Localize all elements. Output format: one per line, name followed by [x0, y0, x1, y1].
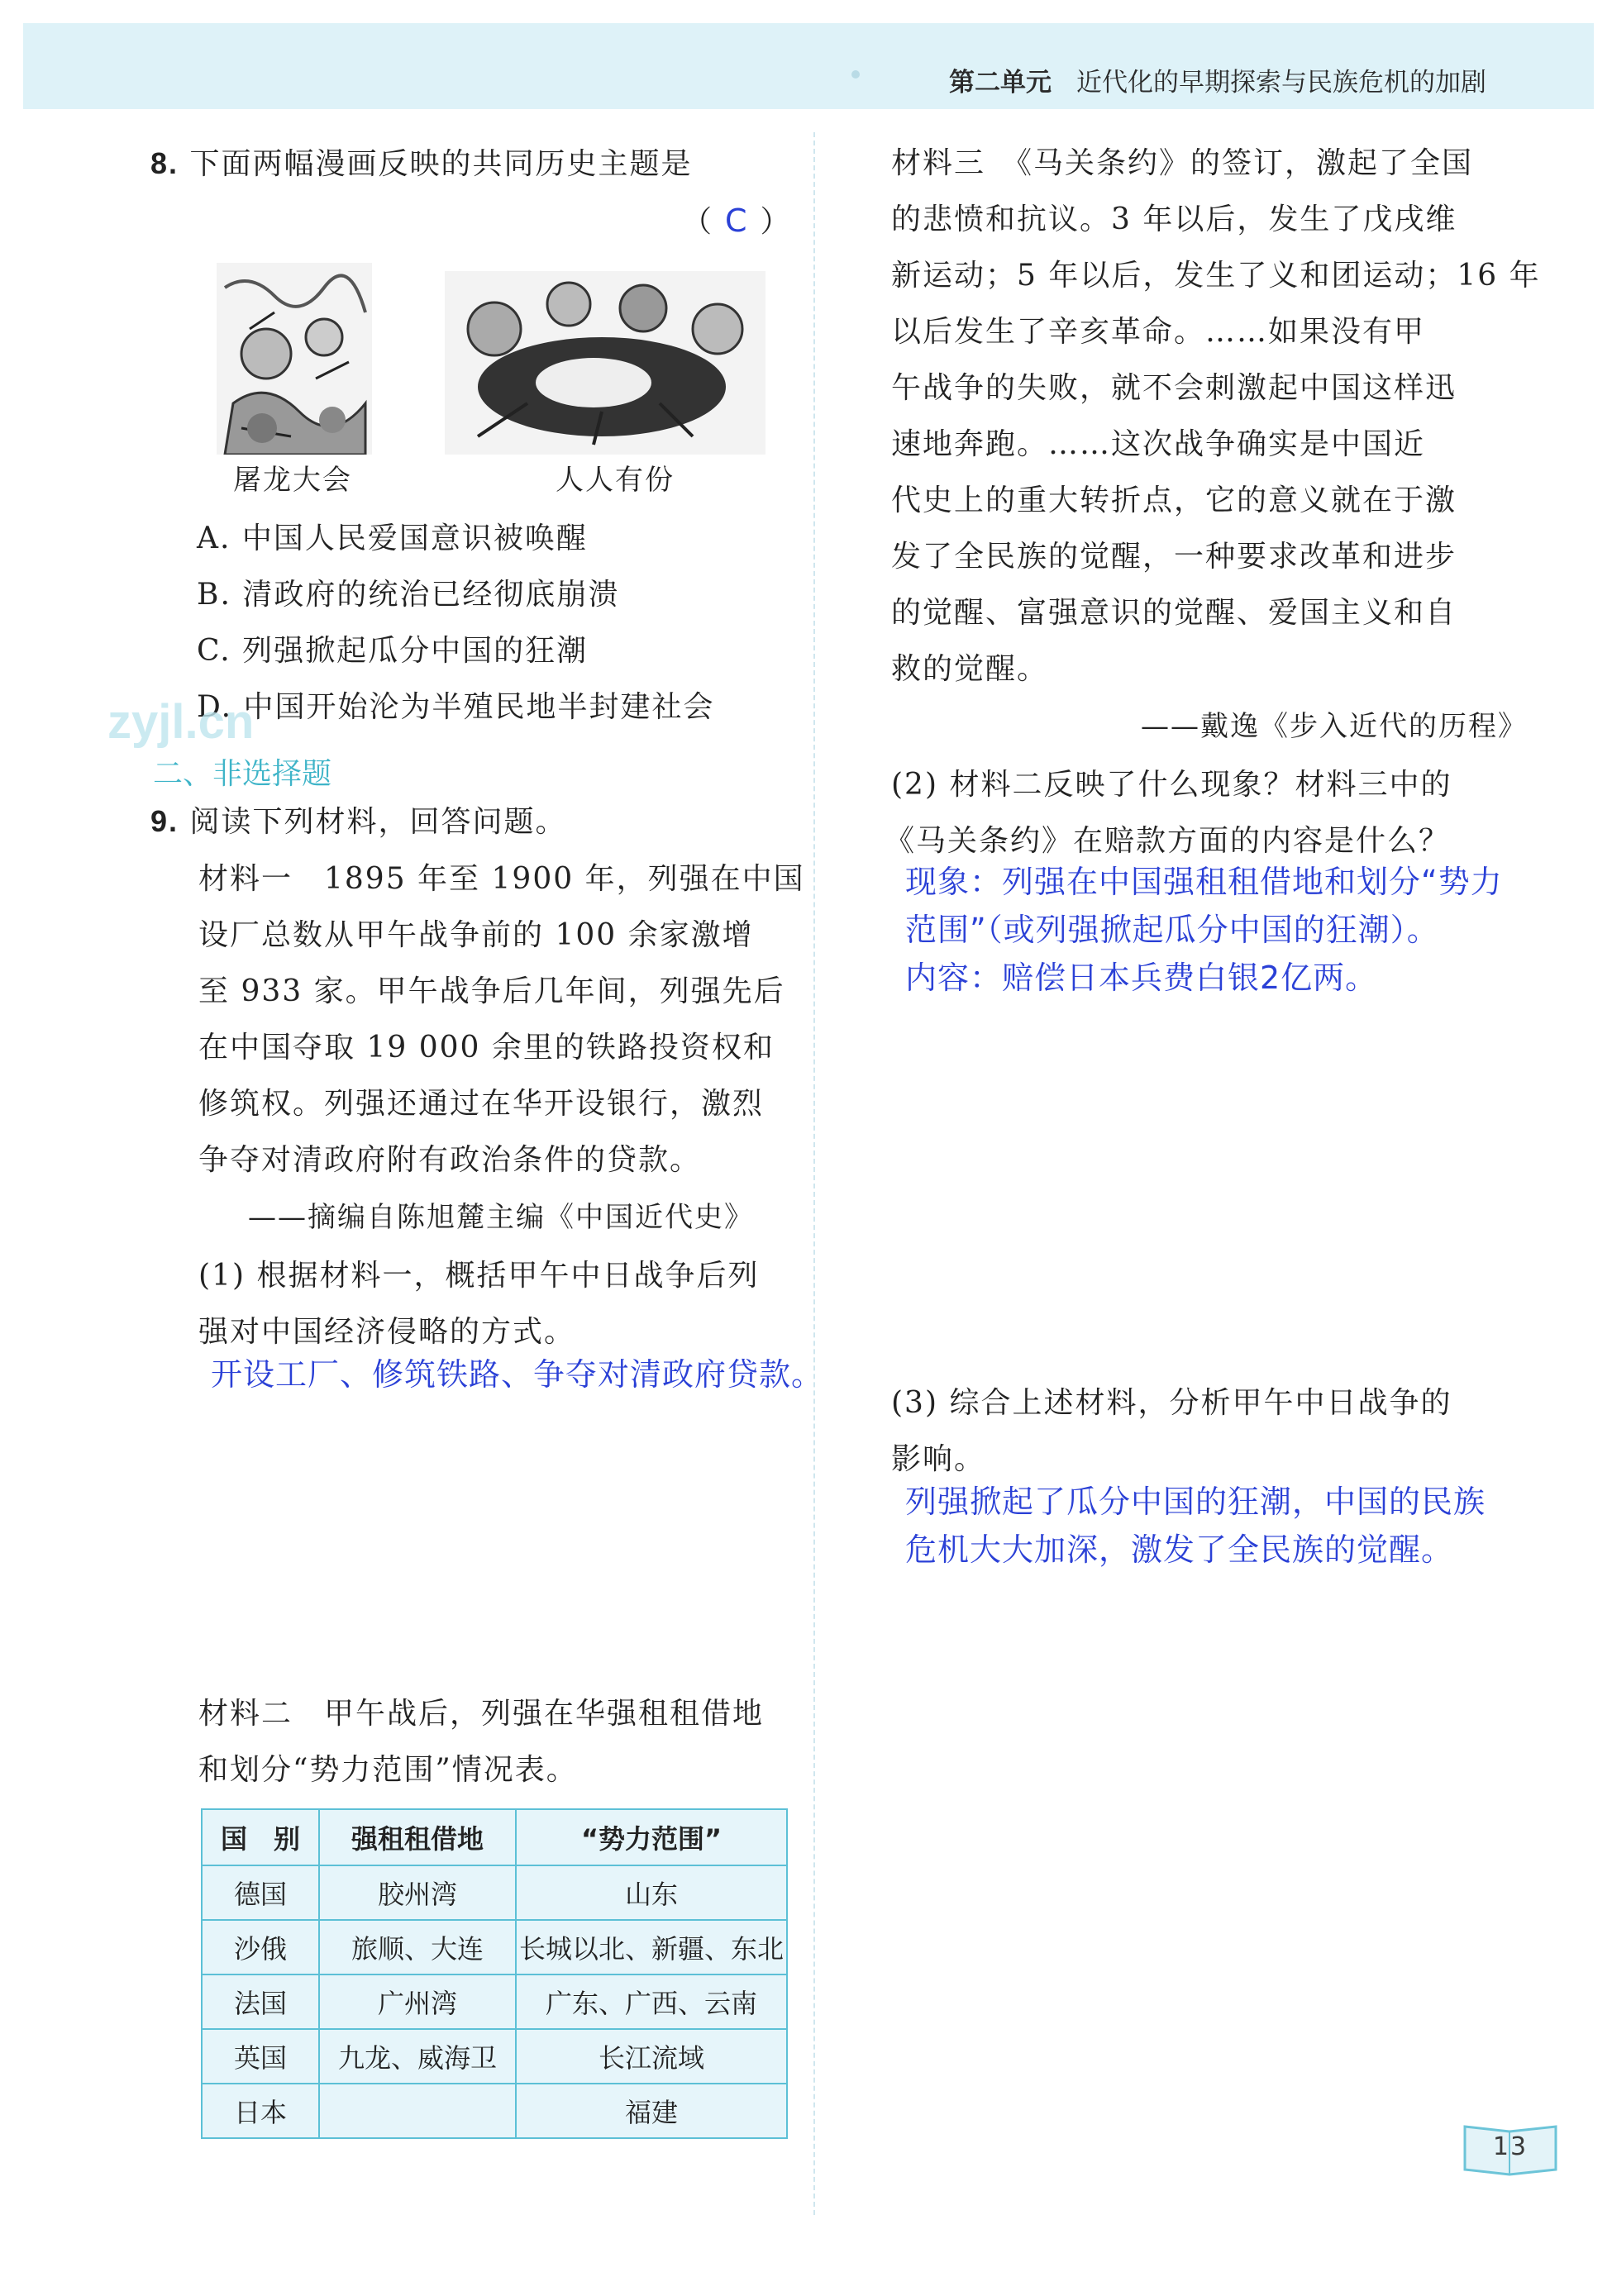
material3-line: 以后发生了辛亥革命。……如果没有甲	[891, 315, 1426, 349]
unit-label: 第二单元	[949, 68, 1052, 98]
table-row	[202, 1865, 787, 1920]
material1-line: 在中国夺取 19 000 余里的铁路投资权和	[198, 1031, 775, 1065]
table-cell: 英国	[202, 2029, 319, 2084]
cartoon2-caption: 人人有份	[556, 464, 675, 497]
material3-line: 的悲愤和抗议。3 年以后，发生了戊戌维	[891, 202, 1457, 236]
cartoon1-caption: 屠龙大会	[233, 464, 352, 497]
cartoon-image-dragon-slaying	[217, 263, 372, 455]
material1-line: 修筑权。列强还通过在华开设银行，激烈	[198, 1087, 765, 1121]
table-cell: 长江流域	[516, 2029, 787, 2084]
q8-answer: C	[725, 202, 749, 239]
q9-stem: 阅读下列材料，回答问题。	[189, 805, 567, 839]
table-cell: 法国	[202, 1974, 319, 2029]
table-cell: 山东	[516, 1865, 787, 1920]
table-header: 强租租借地	[319, 1809, 516, 1865]
table-cell: 胶州湾	[319, 1865, 516, 1920]
q8-option-d: D. 中国开始沦为半殖民地半封建社会	[197, 690, 715, 724]
q8-option-c: C. 列强掀起瓜分中国的狂潮	[197, 634, 589, 668]
material3-line: 代史上的重大转折点，它的意义就在于激	[891, 483, 1457, 517]
table-cell: 广东、广西、云南	[516, 1974, 787, 2029]
table-row	[202, 1920, 787, 1974]
q8-option-a: A. 中国人民爱国意识被唤醒	[197, 522, 588, 555]
material1-source: ——摘编自陈旭麓主编《中国近代史》	[248, 1201, 754, 1234]
table-cell: 广州湾	[319, 1974, 516, 2029]
answer-2: 范围”（或列强掀起瓜分中国的狂潮）。	[905, 912, 1439, 948]
table-header-row	[202, 1809, 787, 1865]
answer-3: 危机大大加深，激发了全民族的觉醒。	[905, 1531, 1454, 1568]
page-number-badge	[1462, 2120, 1559, 2176]
sub-question-2: 《马关条约》在赔款方面的内容是什么？	[885, 824, 1451, 858]
table-row	[202, 2084, 787, 2138]
q9-number: 9.	[150, 804, 179, 838]
table-cell: 九龙、威海卫	[319, 2029, 516, 2084]
page-number: 13	[1492, 2132, 1529, 2161]
material2-line: 和划分“势力范围”情况表。	[198, 1753, 578, 1787]
material2-line: 材料二 甲午战后，列强在华强租租借地	[198, 1697, 765, 1731]
sub-question-2: (2) 材料二反映了什么现象？材料三中的	[891, 768, 1452, 802]
q8-option-b: B. 清政府的统治已经彻底崩溃	[197, 578, 620, 612]
material3-line: 救的觉醒。	[891, 652, 1049, 686]
q8-number: 8.	[150, 146, 179, 180]
column-divider	[813, 132, 815, 2215]
bracket-close: ）	[760, 205, 792, 239]
answer-2: 现象：列强在中国强租租借地和划分“势力	[905, 864, 1503, 900]
q8	[150, 146, 693, 181]
bracket-open: （	[682, 205, 714, 239]
material3-line: 午战争的失败，就不会刺激起中国这样迅	[891, 371, 1457, 405]
header-text	[949, 61, 1486, 98]
header-bar	[23, 23, 1594, 109]
material3-line: 的觉醒、富强意识的觉醒、爱国主义和自	[891, 596, 1457, 630]
table-row	[202, 2029, 787, 2084]
answer-3: 列强掀起了瓜分中国的狂潮，中国的民族	[905, 1484, 1486, 1520]
answer-2: 内容：赔偿日本兵费白银2亿两。	[905, 960, 1378, 996]
sub-question-1: 强对中国经济侵略的方式。	[198, 1315, 576, 1349]
material3-line: 材料三 《马关条约》的签订，激起了全国	[891, 146, 1474, 180]
table-cell: 日本	[202, 2084, 319, 2138]
sub-question-1: (1) 根据材料一，概括甲午中日战争后列	[198, 1259, 760, 1293]
cartoon-image-everyone-gets-share	[445, 271, 765, 455]
material1-line: 设厂总数从甲午战争前的 100 余家激增	[198, 918, 754, 952]
table-cell: 德国	[202, 1865, 319, 1920]
material1-line: 争夺对清政府附有政治条件的贷款。	[198, 1143, 702, 1177]
table-cell: 旅顺、大连	[319, 1920, 516, 1974]
material3-line: 发了全民族的觉醒，一种要求改革和进步	[891, 540, 1457, 574]
material3-line: 新运动；5 年以后，发生了义和团运动；16 年	[891, 259, 1541, 293]
header-dot	[851, 70, 860, 79]
table-cell: 长城以北、新疆、东北	[516, 1920, 787, 1974]
watermark: zyjl.cn	[107, 695, 255, 749]
concessions-table	[201, 1808, 788, 2139]
q8-stem: 下面两幅漫画反映的共同历史主题是	[189, 147, 693, 181]
q8-answer-bracket	[682, 202, 792, 239]
q9	[150, 804, 567, 839]
table-cell: 福建	[516, 2084, 787, 2138]
material3-source: ——戴逸《步入近代的历程》	[1141, 710, 1528, 743]
unit-title: 近代化的早期探索与民族危机的加剧	[1076, 68, 1486, 98]
sub-question-3: 影响。	[891, 1442, 986, 1476]
sub-question-3: (3) 综合上述材料，分析甲午中日战争的	[891, 1386, 1452, 1420]
material1-line: 至 933 家。甲午战争后几年间，列强先后	[198, 974, 785, 1008]
table-header: 国 别	[202, 1809, 319, 1865]
table-header: “势力范围”	[516, 1809, 787, 1865]
section-heading: 二、非选择题	[153, 757, 332, 791]
answer-1: 开设工厂、修筑铁路、争夺对清政府贷款。	[211, 1356, 824, 1393]
material1-line: 材料一 1895 年至 1900 年，列强在中国	[198, 862, 805, 896]
table-cell: 沙俄	[202, 1920, 319, 1974]
material3-line: 速地奔跑。……这次战争确实是中国近	[891, 427, 1426, 461]
table-cell	[319, 2084, 516, 2138]
table-row	[202, 1974, 787, 2029]
